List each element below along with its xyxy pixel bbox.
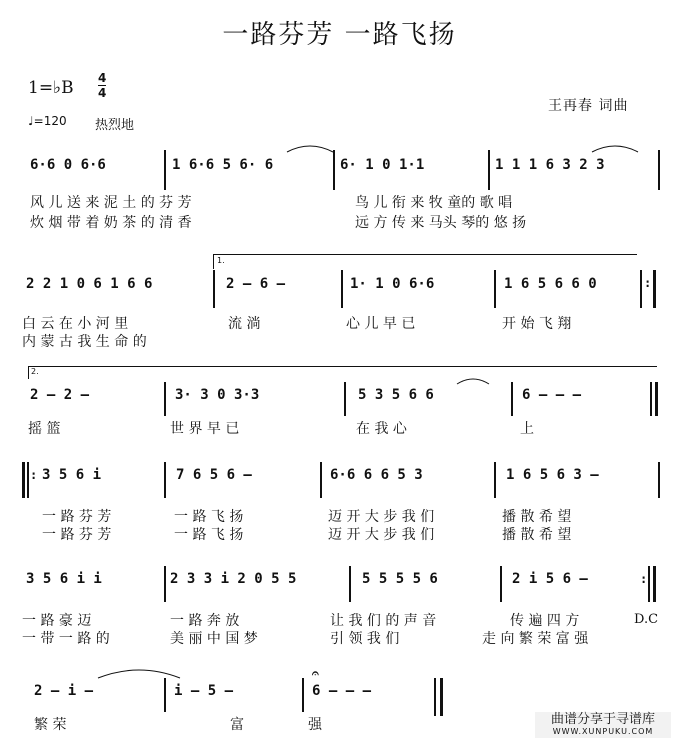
lyrics-verse-1: 摇 篮 <box>28 421 61 437</box>
measure-3: 5 3 5 6 6 <box>358 387 434 403</box>
lyrics-verse-2: 一 路 芬 芳 <box>42 527 112 543</box>
measure-1: 3 5 6 i <box>42 467 102 483</box>
watermark <box>535 712 671 738</box>
lyrics-verse-2: 美 丽 中 国 梦 <box>170 631 258 647</box>
barline <box>511 382 513 416</box>
final-barline <box>655 382 658 416</box>
measure-2: 7 6 5 6 – <box>176 467 252 483</box>
slur-mark <box>285 140 335 154</box>
lyrics-verse-1: 让 我 们 的 声 音 <box>330 613 437 629</box>
lyrics-verse-1: 传 遍 四 方 <box>510 613 580 629</box>
measure-3: 6·6 6 6 5 3 <box>330 467 423 483</box>
lyrics-verse-2: 一 路 飞 扬 <box>174 527 244 543</box>
lyrics-verse-2: 迈 开 大 步 我 们 <box>328 527 435 543</box>
measure-1: 2 – i – <box>34 683 94 699</box>
repeat-barline <box>653 566 656 602</box>
lyrics-verse-2: 走 向 繁 荣 富 强 <box>482 631 589 647</box>
repeat-dots: : <box>644 276 652 290</box>
barline <box>658 462 660 498</box>
measure-2: 3· 3 0 3·3 <box>175 387 260 403</box>
lyrics-verse-1: 风 儿 送 来 泥 土 的 芬 芳 <box>30 195 192 211</box>
measure-2: i – 5 – <box>174 683 234 699</box>
tempo-mark: ♩=120 <box>28 114 67 128</box>
time-signature <box>98 72 106 99</box>
barline <box>320 462 322 498</box>
time-denominator: 4 <box>98 86 107 100</box>
measure-2: 2 3 3 i 2 0 5 5 <box>170 571 297 587</box>
lyrics-verse-1: 一 路 飞 扬 <box>174 509 244 525</box>
barline <box>164 382 166 416</box>
repeat-dots: : <box>640 572 648 586</box>
barline <box>213 270 215 308</box>
composer-credit: 王再春 词曲 <box>548 98 629 114</box>
lyrics-verse-2: 远 方 传 来 马头 琴的 悠 扬 <box>355 215 527 231</box>
volta-bracket-2 <box>28 366 657 379</box>
fermata-mark: 𝄐 <box>312 666 319 680</box>
measure-3: 6 – – – <box>312 683 372 699</box>
measure-3: 5 5 5 5 6 <box>362 571 438 587</box>
lyrics-verse-1: 世 界 早 已 <box>170 421 240 437</box>
measure-1: 2 – 2 – <box>30 387 90 403</box>
measure-2: 1 6·6 5 6· 6 <box>172 157 274 173</box>
volta-number: 1. <box>217 256 225 265</box>
slur-mark <box>590 140 640 154</box>
volta-bracket-1 <box>213 254 637 269</box>
lyrics-verse-1: 心 儿 早 已 <box>346 316 416 332</box>
repeat-barline <box>653 270 656 308</box>
lyrics-verse-1: 迈 开 大 步 我 们 <box>328 509 435 525</box>
final-barline <box>440 678 443 716</box>
lyrics-verse-1: 白 云 在 小 河 里 <box>22 316 129 332</box>
barline <box>333 150 335 190</box>
lyrics-verse-1: 一 路 芬 芳 <box>42 509 112 525</box>
barline <box>302 678 304 712</box>
barline <box>488 150 490 190</box>
barline <box>344 382 346 416</box>
lyrics-verse-1: 在 我 心 <box>356 421 407 437</box>
lyrics-verse-1: 一 路 奔 放 <box>170 613 240 629</box>
measure-1: 2 2 1 0 6 1 6 6 <box>26 276 153 292</box>
barline <box>164 566 166 602</box>
score-title: 一路芬芳 一路飞扬 <box>222 20 457 50</box>
repeat-dots: : <box>30 468 38 482</box>
lyrics-verse-1: 一 路 豪 迈 <box>22 613 92 629</box>
measure-1: 6·6 0 6·6 <box>30 157 106 173</box>
final-barline <box>434 678 436 716</box>
repeat-start-barline <box>27 462 29 498</box>
measure-1: 3 5 6 i i <box>26 571 102 587</box>
da-capo-mark: D.C <box>634 612 659 627</box>
barline <box>164 150 166 190</box>
lyrics-verse-2: 一 带 一 路 的 <box>22 631 110 647</box>
expression-mark: 热烈地 <box>95 118 135 133</box>
lyrics-verse-1: 富 <box>230 717 244 733</box>
tie-mark <box>96 664 182 680</box>
measure-4: 6 – – – <box>522 387 582 403</box>
barline <box>640 270 642 308</box>
lyrics-verse-1: 开 始 飞 翔 <box>502 316 572 332</box>
barline <box>349 566 351 602</box>
repeat-barline <box>648 566 650 602</box>
barline <box>164 678 166 712</box>
repeat-start-barline <box>22 462 25 498</box>
time-numerator: 4 <box>98 71 107 85</box>
measure-4: 1 6 5 6 6 0 <box>504 276 597 292</box>
lyrics-verse-1: 流 淌 <box>228 316 261 332</box>
lyrics-verse-1: 上 <box>520 421 534 437</box>
lyrics-verse-2: 引 领 我 们 <box>330 631 400 647</box>
measure-3: 6· 1 0 1·1 <box>340 157 425 173</box>
measure-2: 2 – 6 – <box>226 276 286 292</box>
lyrics-verse-2: 内 蒙 古 我 生 命 的 <box>22 334 147 350</box>
lyrics-verse-1: 繁 荣 <box>34 717 67 733</box>
lyrics-verse-2: 播 散 希 望 <box>502 527 572 543</box>
lyrics-verse-1: 强 <box>308 717 322 733</box>
measure-4: 2 i 5 6 – <box>512 571 588 587</box>
barline <box>658 150 660 190</box>
lyrics-verse-2: 炊 烟 带 着 奶 茶 的 清 香 <box>30 215 192 231</box>
barline <box>494 462 496 498</box>
barline <box>494 270 496 308</box>
final-barline <box>650 382 652 416</box>
measure-4: 1 6 5 6 3 – <box>506 467 599 483</box>
barline <box>500 566 502 602</box>
watermark-text: 曲谱分享于寻谱库 <box>550 712 655 727</box>
lyrics-verse-1: 鸟 儿 衔 来 牧 童的 歌 唱 <box>355 195 513 211</box>
watermark-url: WWW.XUNPUKU.COM <box>552 727 654 736</box>
key-signature: 1=♭B <box>28 78 74 98</box>
barline <box>341 270 343 308</box>
barline <box>164 462 166 498</box>
volta-number: 2. <box>31 367 39 376</box>
slur-mark <box>455 374 491 386</box>
measure-4: 1 1 1 6 3 2 3 <box>495 157 605 173</box>
measure-3: 1· 1 0 6·6 <box>350 276 435 292</box>
lyrics-verse-1: 播 散 希 望 <box>502 509 572 525</box>
